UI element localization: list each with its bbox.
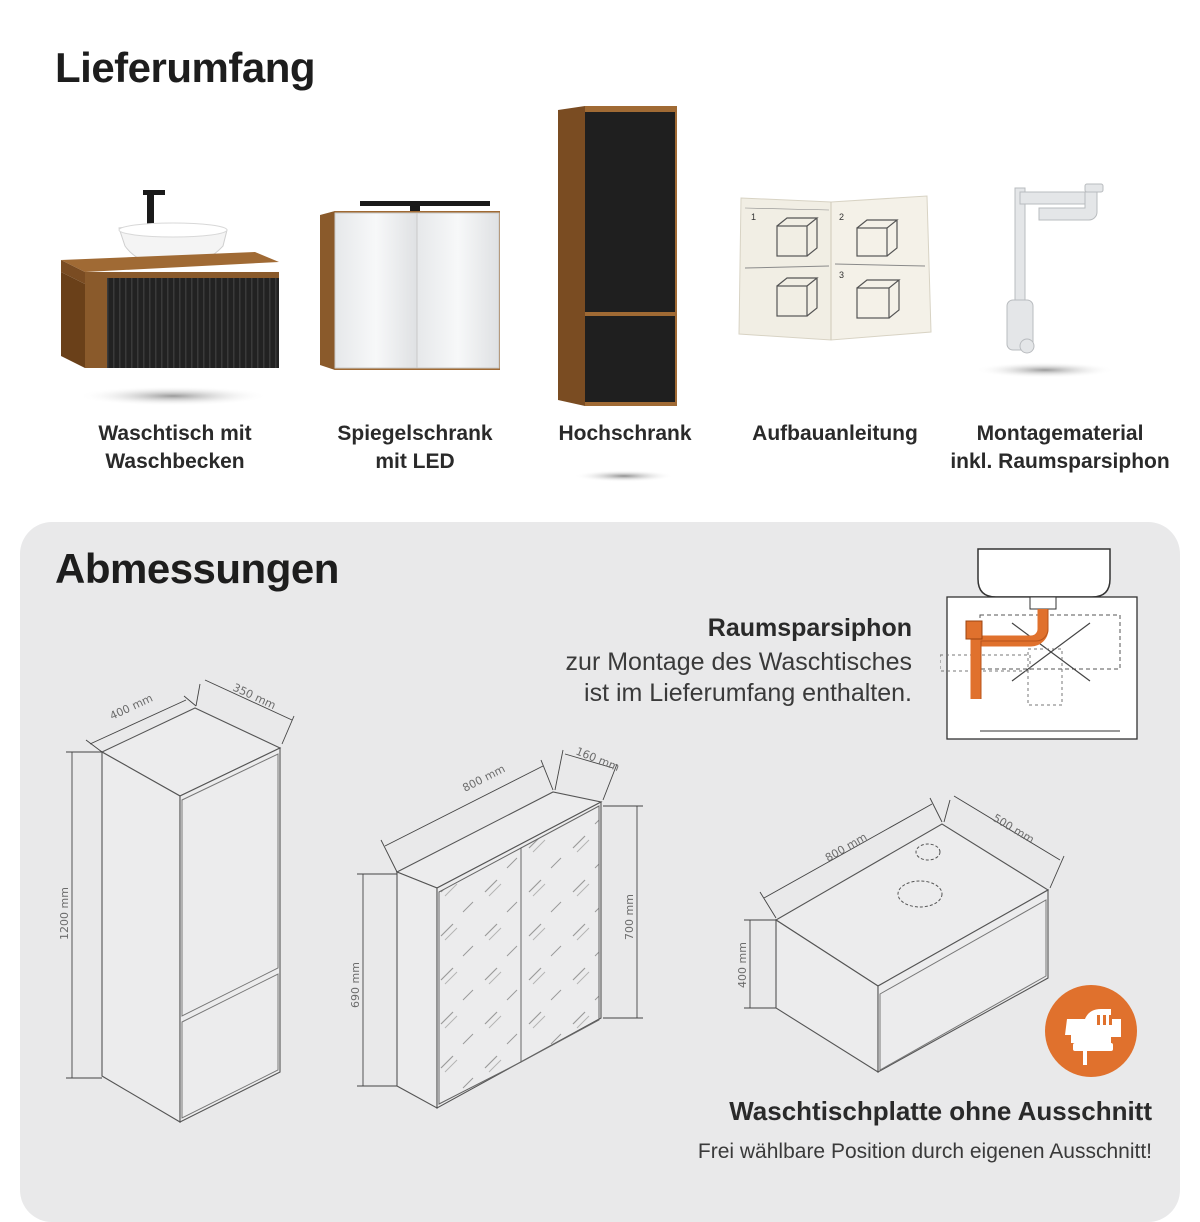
tall-cabinet-depth-label: 350 mm [230, 680, 278, 713]
siphon-note-line2: ist im Lieferumfang enthalten. [584, 679, 912, 707]
tall-cabinet-dimension-drawing [50, 660, 310, 1140]
mirror-cabinet-width-label: 800 mm [460, 762, 508, 795]
product-caption-tall-cabinet: Hochschrank [558, 422, 692, 445]
vanity-width-label: 800 mm [823, 830, 870, 865]
mirror-cabinet-image [315, 195, 515, 380]
vanity-dimension-drawing [730, 790, 1070, 1090]
product-caption-mirror-cabinet: Spiegelschrank mit LED [337, 422, 493, 473]
vanity-height-label: 400 mm [736, 942, 749, 988]
siphon-installation-diagram [940, 545, 1140, 745]
siphon-note-title: Raumsparsiphon [707, 614, 912, 642]
tall-cabinet-width-label: 400 mm [107, 691, 155, 723]
worktop-note-title: Waschtischplatte ohne Ausschnitt [729, 1096, 1152, 1126]
vanity-depth-label: 500 mm [990, 811, 1037, 847]
product-caption-mounting-material: Montagematerial inkl. Raumsparsiphon [950, 422, 1170, 473]
jigsaw-icon [1045, 985, 1137, 1077]
manual-step-2: 2 [839, 212, 845, 222]
siphon-note-line1: zur Montage des Waschtisches [565, 648, 912, 676]
mirror-cabinet-depth-label: 160 mm [573, 744, 622, 774]
mirror-cabinet-dimension-drawing [345, 740, 645, 1120]
mirror-cabinet-back-height-label: 700 mm [623, 894, 636, 940]
product-caption-vanity: Waschtisch mit Waschbecken [98, 422, 252, 473]
product-caption-manual: Aufbauanleitung [752, 422, 918, 445]
mirror-cabinet-front-height-label: 690 mm [349, 962, 362, 1008]
vanity-with-basin-image [55, 180, 295, 410]
delivery-title: Lieferumfang [55, 44, 316, 91]
worktop-note-text: Frei wählbare Position durch eigenen Ausschnitt! [697, 1140, 1152, 1163]
tall-cabinet-height-label: 1200 mm [58, 887, 71, 940]
manual-step-3: 3 [839, 270, 845, 280]
siphon-image [965, 180, 1155, 380]
assembly-manual-image [735, 190, 935, 350]
dimensions-title: Abmessungen [55, 545, 339, 592]
manual-step-1: 1 [751, 212, 757, 222]
